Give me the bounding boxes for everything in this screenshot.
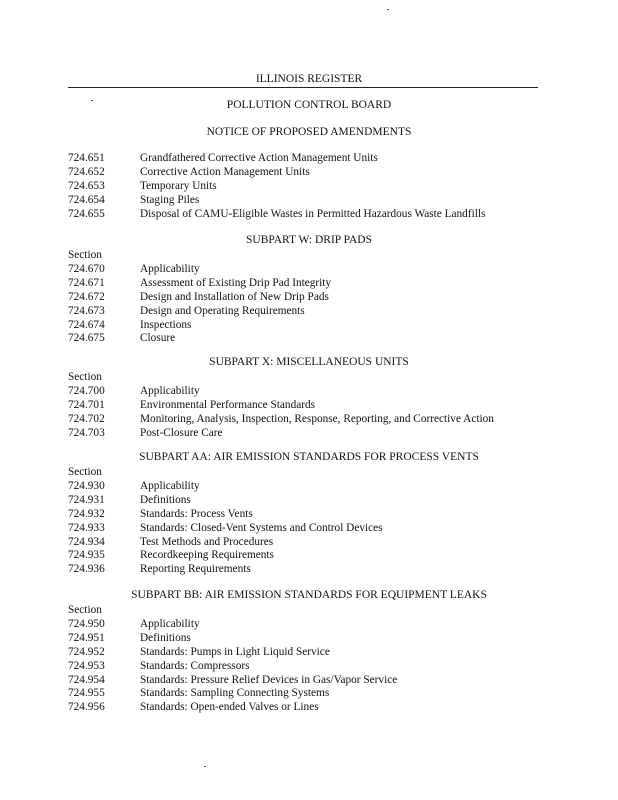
section-number: 724.675 (68, 332, 105, 345)
section-title: Temporary Units (140, 179, 217, 192)
section-number: 724.651 (68, 152, 105, 164)
section-title: Monitoring, Analysis, Inspection, Response, Reporting, and Corrective Action (140, 412, 494, 425)
section-number: 724.956 (68, 701, 105, 714)
section-title: Disposal of CAMU-Eligible Wastes in Permitted Hazardous Waste Landfills (140, 207, 486, 220)
section-title: Applicability (140, 384, 200, 397)
section-title: Definitions (140, 631, 191, 644)
section-title: Test Methods and Procedures (140, 535, 274, 548)
section-title: Standards: Closed-Vent Systems and Control Devices (140, 521, 383, 534)
section-number: 724.954 (68, 673, 105, 686)
section-number: 724.932 (68, 507, 105, 520)
section-title: Staging Piles (140, 193, 200, 206)
section-number: 724.934 (68, 535, 105, 548)
section-number: 724.652 (68, 165, 105, 178)
section-title: Reporting Requirements (140, 563, 251, 576)
section-column-label: Section (68, 466, 102, 478)
scan-speck (204, 766, 206, 767)
section-number: 724.701 (68, 398, 105, 411)
section-title: Standards: Compressors (140, 659, 250, 672)
section-number: 724.673 (68, 304, 105, 317)
section-number: 724.700 (68, 384, 105, 397)
section-title: Design and Installation of New Drip Pads (140, 290, 329, 303)
section-number: 724.674 (68, 318, 105, 331)
section-column-label: Section (68, 249, 102, 261)
section-number: 724.703 (68, 426, 105, 439)
subpart-heading: SUBPART W: DRIP PADS (246, 234, 372, 246)
section-title: Design and Operating Requirements (140, 304, 305, 317)
section-number: 724.950 (68, 617, 105, 630)
section-number: 724.933 (68, 521, 105, 534)
section-number: 724.654 (68, 193, 105, 206)
subpart-heading: SUBPART AA: AIR EMISSION STANDARDS FOR PROCESS VENTS (139, 451, 479, 463)
scan-speck (387, 9, 389, 10)
section-title: Environmental Performance Standards (140, 398, 316, 411)
section-title: Corrective Action Management Units (140, 165, 310, 178)
section-title: Recordkeeping Requirements (140, 549, 274, 562)
section-title: Grandfathered Corrective Action Management Units (140, 152, 378, 164)
section-title: Standards: Pressure Relief Devices in Gas/Vapor Service (140, 673, 398, 686)
section-number: 724.655 (68, 207, 105, 220)
section-number: 724.931 (68, 493, 105, 506)
section-number: 724.702 (68, 412, 105, 425)
board-name: POLLUTION CONTROL BOARD (226, 99, 392, 111)
section-title: Definitions (140, 493, 191, 506)
subpart-heading: SUBPART X: MISCELLANEOUS UNITS (209, 356, 409, 368)
section-column-label: Section (68, 604, 102, 616)
section-number: 724.672 (68, 290, 105, 303)
section-number: 724.930 (68, 479, 105, 492)
section-number: 724.653 (68, 179, 105, 192)
section-number: 724.955 (68, 687, 105, 700)
section-column-label: Section (68, 371, 102, 383)
section-title: Post-Closure Care (140, 426, 223, 439)
section-number: 724.953 (68, 659, 105, 672)
subpart-heading: SUBPART BB: AIR EMISSION STANDARDS FOR EQUIPMENT LEAKS (131, 589, 487, 601)
register-title: ILLINOIS REGISTER (255, 73, 363, 85)
section-title: Applicability (140, 479, 200, 492)
section-title: Standards: Process Vents (140, 507, 253, 520)
section-number: 724.952 (68, 645, 105, 658)
section-title: Inspections (140, 318, 192, 331)
section-title: Standards: Open-ended Valves or Lines (140, 701, 319, 714)
section-title: Standards: Sampling Connecting Systems (140, 687, 330, 700)
section-title: Standards: Pumps in Light Liquid Service (140, 645, 330, 658)
section-number: 724.935 (68, 549, 105, 562)
section-title: Applicability (140, 262, 200, 275)
section-number: 724.670 (68, 262, 105, 275)
section-number: 724.951 (68, 631, 105, 644)
notice-title: NOTICE OF PROPOSED AMENDMENTS (206, 126, 412, 138)
section-title: Closure (140, 332, 176, 345)
header-rule (68, 87, 538, 88)
section-title: Applicability (140, 617, 200, 630)
section-title: Assessment of Existing Drip Pad Integrity (140, 276, 332, 289)
section-number: 724.936 (68, 563, 105, 576)
section-number: 724.671 (68, 276, 105, 289)
